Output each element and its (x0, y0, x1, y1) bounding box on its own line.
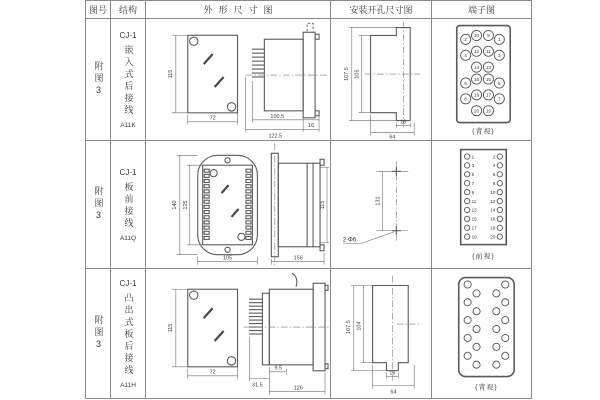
dim-mount-outer-h: 107.5 (343, 66, 350, 81)
svg-text:15: 15 (471, 216, 477, 222)
svg-text:1: 1 (498, 36, 501, 42)
dim-depth: 156 (293, 255, 303, 262)
mounting-cell-row1 (331, 19, 432, 141)
model-code-label: A11H (120, 381, 136, 389)
terminal-cell-row1 (432, 19, 532, 141)
model-code-label: A11Q (119, 234, 137, 242)
arrow-mark (215, 77, 224, 87)
dim-total-depth: 122.5 (268, 133, 283, 140)
dim-front-width: 72 (209, 368, 216, 375)
terminal-cell-row3 (432, 269, 532, 399)
terminal-drawing-rear-a11k (432, 19, 531, 141)
svg-text:14: 14 (474, 64, 480, 70)
dim-fin-depth: 31.5 (252, 382, 263, 389)
dim-mount-inner-h: 105 (354, 69, 361, 79)
outline-cell-row3 (146, 269, 331, 399)
fig-no-cell-row1 (86, 19, 111, 141)
header-fig-no: 图号 (86, 1, 111, 19)
svg-text:14: 14 (490, 207, 496, 213)
fig-no-label: 附图3 (93, 315, 104, 352)
header-mounting: 安装开孔尺寸图 (331, 1, 432, 19)
svg-text:20: 20 (490, 233, 496, 239)
dim-mount-outer-w: 64 (390, 388, 397, 395)
svg-text:5: 5 (471, 171, 475, 177)
svg-text:17: 17 (485, 92, 491, 98)
svg-text:5: 5 (498, 80, 501, 86)
dim-slot-width: 16 (400, 119, 407, 126)
arrow-mark (204, 54, 213, 64)
structure-cell-row3 (111, 269, 146, 399)
dim-front-height: 115 (167, 323, 174, 332)
relay-spec-table (85, 0, 532, 399)
dim-hole-span: 131 (375, 196, 382, 206)
dim-mount-outer-w: 64 (389, 133, 396, 140)
hole-spec-label: 2-Φ6 (342, 237, 357, 244)
mounting-drawing-a11q (331, 141, 431, 269)
svg-text:1: 1 (471, 153, 475, 159)
svg-text:8: 8 (464, 96, 467, 102)
svg-text:18: 18 (490, 225, 496, 231)
arrow-mark (215, 331, 224, 341)
terminal-cell-row2 (432, 141, 532, 269)
hook-mark (307, 23, 313, 31)
svg-text:11: 11 (486, 48, 491, 54)
dim-front-height: 115 (167, 69, 174, 78)
outline-drawing-a11k (146, 19, 330, 141)
dim-flange-depth: 16 (308, 122, 315, 129)
svg-text:13: 13 (471, 207, 477, 213)
arrow-mark (232, 208, 239, 216)
arrow-mark (222, 185, 229, 193)
terminal-drawing-front-a11q (432, 141, 531, 269)
dim-mount-inner-h: 104 (356, 321, 363, 331)
svg-text:12: 12 (474, 48, 480, 54)
dim-front-width: 105 (222, 255, 233, 262)
mounting-drawing-a11k (331, 19, 431, 141)
fig-no-label: 附图3 (93, 186, 104, 223)
svg-text:20: 20 (474, 107, 480, 113)
svg-text:4: 4 (492, 162, 496, 168)
svg-text:16: 16 (474, 76, 480, 82)
svg-text:8: 8 (492, 180, 496, 186)
svg-text:4: 4 (464, 52, 467, 58)
header-outline: 外形尺寸图 (146, 1, 331, 19)
outline-cell-row2 (146, 141, 331, 269)
terminal-pins (464, 153, 502, 239)
outline-drawing-a11q (146, 141, 330, 269)
svg-text:18: 18 (474, 92, 480, 98)
svg-text:6: 6 (464, 80, 467, 86)
svg-text:10: 10 (474, 32, 480, 38)
dim-body-depth: 100.5 (270, 113, 285, 120)
structure-cell-row1 (111, 19, 146, 141)
dim-mount-outer-h: 107.5 (345, 319, 352, 334)
model-label: CJ-1 (119, 278, 137, 288)
dim-gap-depth: 9.5 (274, 364, 283, 371)
terminal-view-label: (背视) (475, 383, 498, 391)
header-terminal: 端子图 (432, 1, 532, 19)
terminal-view-label: (背视) (472, 127, 495, 135)
svg-text:13: 13 (485, 64, 491, 70)
model-label: CJ-1 (119, 30, 137, 40)
svg-text:2: 2 (492, 153, 496, 159)
svg-text:19: 19 (485, 107, 491, 113)
terminal-strips (204, 169, 251, 239)
svg-text:15: 15 (485, 76, 491, 82)
svg-text:10: 10 (490, 189, 496, 195)
dim-total-depth: 126 (293, 385, 303, 392)
terminal-view-label: (前视) (472, 252, 495, 260)
svg-text:9: 9 (487, 32, 490, 38)
header-structure: 结构 (111, 1, 146, 19)
svg-text:11: 11 (471, 198, 477, 204)
mount-type-label: 板前接线 (123, 181, 134, 230)
arrow-mark (204, 308, 213, 318)
fig-no-cell-row3 (86, 269, 111, 399)
svg-text:19: 19 (471, 233, 477, 239)
terminal-pins (464, 280, 509, 367)
svg-text:3: 3 (471, 162, 475, 168)
outline-drawing-a11h (146, 269, 330, 399)
svg-text:7: 7 (471, 180, 475, 186)
terminal-drawing-rear-a11h (432, 269, 531, 399)
structure-cell-row2 (111, 141, 146, 269)
mount-type-label: 嵌入式后接线 (123, 44, 134, 117)
svg-text:16: 16 (490, 216, 496, 222)
mounting-cell-row3 (331, 269, 432, 399)
fig-no-label: 附图3 (93, 61, 104, 98)
dim-front-width: 72 (209, 114, 216, 121)
fig-no-cell-row2 (86, 141, 111, 269)
svg-text:17: 17 (471, 225, 477, 231)
mounting-cell-row2 (331, 141, 432, 269)
dim-body-height: 115 (320, 200, 327, 209)
svg-text:12: 12 (490, 198, 496, 204)
dim-front-inner-h: 125 (182, 199, 189, 210)
mounting-drawing-a11h (331, 269, 431, 399)
model-code-label: A11K (120, 121, 136, 129)
svg-text:7: 7 (498, 96, 501, 102)
wire-arrow (292, 273, 297, 286)
terminal-pins (461, 30, 505, 115)
svg-text:2: 2 (464, 36, 467, 42)
mount-type-label: 凸出式板后接线 (123, 292, 134, 377)
model-label: CJ-1 (119, 167, 137, 177)
dim-slot-width: 16 (389, 370, 396, 377)
svg-text:9: 9 (471, 189, 475, 195)
svg-text:3: 3 (498, 52, 501, 58)
dim-front-outer-h: 140 (171, 199, 178, 210)
outline-cell-row1 (146, 19, 331, 141)
svg-text:6: 6 (492, 171, 496, 177)
